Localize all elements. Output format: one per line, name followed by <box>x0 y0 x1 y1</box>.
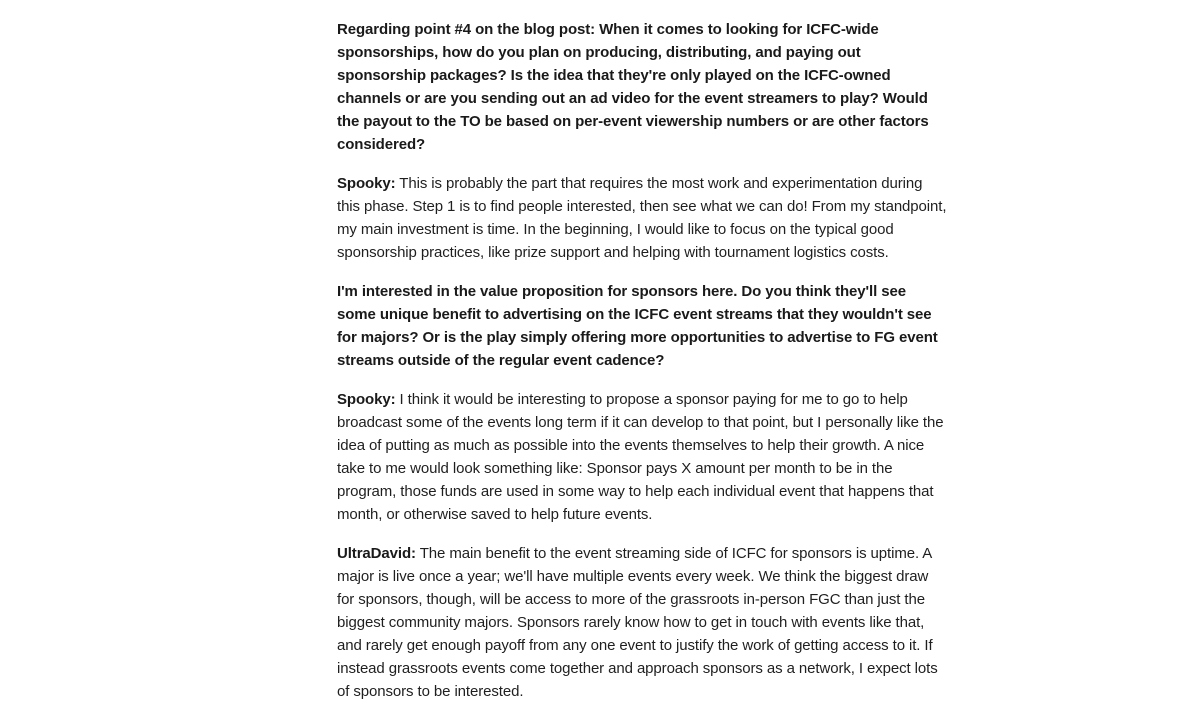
answer-text: The main benefit to the event streaming side of ICFC for sponsors is uptime. A major is live once a year; we'll have multiple events every week. We think the biggest draw for sponsors, though, will be access to more of the grassroots in-person FGC than just the biggest community majors. Sponsors rarely know how to get in touch with events like that, and rarely get enough payoff from any one event to justify the work of getting access to it. If instead grassroots events come together and approach sponsors as a network, I expect lots of sponsors to be interested. <box>337 545 938 700</box>
speaker-name: Spooky: <box>337 391 396 408</box>
speaker-name: UltraDavid: <box>337 545 416 562</box>
interview-answer <box>337 388 947 526</box>
interview-question: Regarding point #4 on the blog post: When it comes to looking for ICFC-wide sponsorships, how do you plan on producing, distributing, and paying out sponsorship packages? Is the idea that they're only played on the ICFC-owned channels or are you sending out an ad video for the event streamers to play? Would the payout to the TO be based on per-event viewership numbers or are other factors considered? <box>337 21 929 153</box>
interview-answer <box>337 172 947 264</box>
interview-question: I'm interested in the value proposition for sponsors here. Do you think they'll see some unique benefit to advertising on the ICFC event streams that they wouldn't see for majors? Or is the play simply offering more opportunities to advertise to FG event streams outside of the regular event cadence? <box>337 283 938 369</box>
answer-text: This is probably the part that requires the most work and experimentation during this phase. Step 1 is to find people interested, then see what we can do! From my standpoint, my main investment is time. In the beginning, I would like to focus on the typical good sponsorship practices, like prize support and helping with tournament logistics costs. <box>337 175 947 261</box>
article-body <box>337 18 947 719</box>
speaker-name: Spooky: <box>337 175 396 192</box>
interview-answer <box>337 542 947 703</box>
answer-text: I think it would be interesting to propose a sponsor paying for me to go to help broadcast some of the events long term if it can develop to that point, but I personally like the idea of putting as much as possible into the events themselves to help their growth. A nice take to me would look something like: Sponsor pays X amount per month to be in the program, those funds are used in some way to help each individual event that happens that month, or otherwise saved to help future events. <box>337 391 944 523</box>
